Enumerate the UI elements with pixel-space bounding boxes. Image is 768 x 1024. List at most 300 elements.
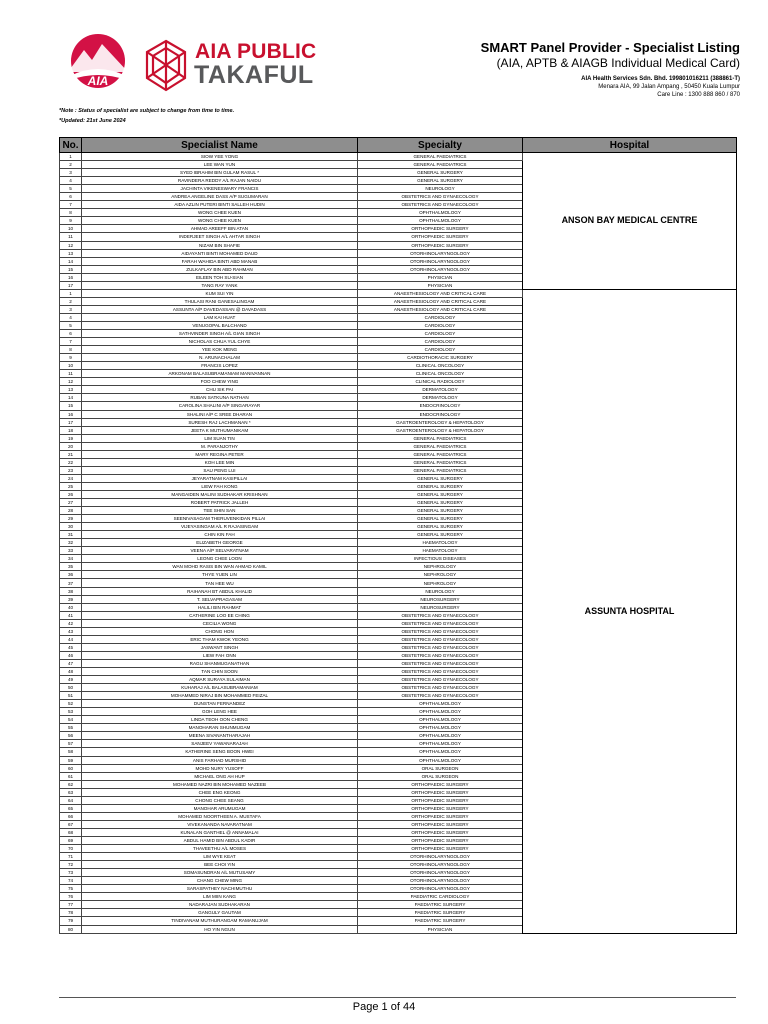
specialty: OBSTETRICS AND GYNAECOLOGY xyxy=(358,193,523,201)
row-number: 65 xyxy=(60,804,82,812)
row-number: 41 xyxy=(60,611,82,619)
row-number: 43 xyxy=(60,627,82,635)
specialty: OBSTETRICS AND GYNAECOLOGY xyxy=(358,611,523,619)
row-number: 3 xyxy=(60,169,82,177)
status-note: *Note : Status of specialist are subject to change from time to time. xyxy=(59,108,235,114)
updated-note: *Updated: 21st June 2024 xyxy=(59,118,126,124)
row-number: 47 xyxy=(60,659,82,667)
document-subtitle: (AIA, APTB & AIAGB Individual Medical Card) xyxy=(496,56,740,70)
row-number: 75 xyxy=(60,885,82,893)
row-number: 77 xyxy=(60,901,82,909)
specialist-name: LIEW FAH KONG xyxy=(82,482,358,490)
specialty: PHYSICIAN xyxy=(358,925,523,933)
row-number: 73 xyxy=(60,869,82,877)
specialty: ORTHOPAEDIC SURGERY xyxy=(358,804,523,812)
row-number: 80 xyxy=(60,925,82,933)
specialty: NEUROSURGERY xyxy=(358,595,523,603)
row-number: 34 xyxy=(60,555,82,563)
specialty: CARDIOLOGY xyxy=(358,313,523,321)
specialist-name: SANJEEV YAWANARAJAH xyxy=(82,740,358,748)
aia-logo xyxy=(62,32,134,90)
specialist-name: CHIN KIN FAH xyxy=(82,531,358,539)
row-number: 9 xyxy=(60,354,82,362)
row-number: 12 xyxy=(60,241,82,249)
specialist-name: AIDA AZLIN PUTERI BINTI SALLEH HUDIN xyxy=(82,201,358,209)
row-number: 8 xyxy=(60,209,82,217)
specialist-name: CHONG CHEE SEANG xyxy=(82,796,358,804)
specialty: PAEDIATRIC SURGERY xyxy=(358,917,523,925)
specialist-name: KUM SUI YIN xyxy=(82,289,358,297)
specialist-name: CATHERINE LOO EE CHING xyxy=(82,611,358,619)
specialty: CARDIOLOGY xyxy=(358,338,523,346)
specialty: OBSTETRICS AND GYNAECOLOGY xyxy=(358,201,523,209)
specialty: HAEMATOLOGY xyxy=(358,547,523,555)
specialty: OBSTETRICS AND GYNAECOLOGY xyxy=(358,651,523,659)
specialty: OBSTETRICS AND GYNAECOLOGY xyxy=(358,668,523,676)
row-number: 1 xyxy=(60,153,82,161)
specialist-name: DUNSTAN FERNANDEZ xyxy=(82,700,358,708)
specialist-name: WONG CHEE KUEN xyxy=(82,217,358,225)
specialist-name: MICHAEL ONG AH HUP xyxy=(82,772,358,780)
row-number: 76 xyxy=(60,893,82,901)
row-number: 37 xyxy=(60,579,82,587)
specialist-name: VENUGOPAL BALCHAND xyxy=(82,321,358,329)
specialist-table xyxy=(59,137,737,934)
specialty: OPHTHALMOLOGY xyxy=(358,748,523,756)
row-number: 49 xyxy=(60,676,82,684)
specialist-name: NICHOLAS CHUA YUL CHYE xyxy=(82,338,358,346)
row-number: 71 xyxy=(60,853,82,861)
row-number: 38 xyxy=(60,587,82,595)
specialty: ENDOCRINOLOGY xyxy=(358,410,523,418)
specialty: CARDIOLOGY xyxy=(358,330,523,338)
specialist-name: TAN CHIN SOON xyxy=(82,668,358,676)
hospital-name: ASSUNTA HOSPITAL xyxy=(523,289,737,933)
specialist-name: MOHAMED NAZRI BIN MOHAMED NAZEEB xyxy=(82,780,358,788)
specialty: OPHTHALMOLOGY xyxy=(358,756,523,764)
row-number: 22 xyxy=(60,458,82,466)
row-number: 4 xyxy=(60,313,82,321)
specialty: ANAESTHESIOLOGY AND CRITICAL CARE xyxy=(358,289,523,297)
specialty: PHYSICIAN xyxy=(358,281,523,289)
specialist-name: THAVEETHU A/L MOSES xyxy=(82,845,358,853)
specialty: ORTHOPAEDIC SURGERY xyxy=(358,233,523,241)
specialty: OPHTHALMOLOGY xyxy=(358,209,523,217)
specialty: OPHTHALMOLOGY xyxy=(358,724,523,732)
specialist-name: NADARAJAN SUDHAKARAN xyxy=(82,901,358,909)
specialty: GENERAL PAEDIATRICS xyxy=(358,434,523,442)
specialist-name: MARY REGINA PETER xyxy=(82,450,358,458)
specialist-name: RUBAN SATKUNA NATHAN xyxy=(82,394,358,402)
specialty: GENERAL SURGERY xyxy=(358,515,523,523)
specialty: OBSTETRICS AND GYNAECOLOGY xyxy=(358,643,523,651)
specialty: GENERAL PAEDIATRICS xyxy=(358,450,523,458)
specialty: PAEDIATRIC CARDIOLOGY xyxy=(358,893,523,901)
specialist-name: KATHERINE SENG BOON HWEI xyxy=(82,748,358,756)
specialty: ORTHOPAEDIC SURGERY xyxy=(358,845,523,853)
specialist-name: MANOHAR ARUMUGAM xyxy=(82,804,358,812)
row-number: 50 xyxy=(60,684,82,692)
row-number: 16 xyxy=(60,410,82,418)
specialty: OPHTHALMOLOGY xyxy=(358,716,523,724)
specialist-name: CHONG HON xyxy=(82,627,358,635)
specialist-name: CHU SIK PAI xyxy=(82,386,358,394)
specialist-name: KUHARAJ A/L BALASUBRAMANIAM xyxy=(82,684,358,692)
row-number: 30 xyxy=(60,523,82,531)
specialty: GENERAL PAEDIATRICS xyxy=(358,442,523,450)
row-number: 19 xyxy=(60,434,82,442)
specialty: ORTHOPAEDIC SURGERY xyxy=(358,788,523,796)
specialist-name: FARAH WAHIDA BINTI ABD MANAB xyxy=(82,257,358,265)
specialist-name: AHMAD AREEFF BIN ATAN xyxy=(82,225,358,233)
specialty: DERMATOLOGY xyxy=(358,394,523,402)
specialty: GENERAL PAEDIATRICS xyxy=(358,153,523,161)
hospital-name: ANSON BAY MEDICAL CENTRE xyxy=(523,153,737,290)
row-number: 72 xyxy=(60,861,82,869)
specialist-name: LIEW FAH ONN xyxy=(82,651,358,659)
specialist-name: FOO CHEW YING xyxy=(82,378,358,386)
specialty: GENERAL SURGERY xyxy=(358,169,523,177)
specialty: NEPHROLOGY xyxy=(358,571,523,579)
specialist-name: HO YIN NGUN xyxy=(82,925,358,933)
row-number: 5 xyxy=(60,185,82,193)
svg-text:AIA: AIA xyxy=(87,74,109,88)
row-number: 79 xyxy=(60,917,82,925)
specialty: GENERAL SURGERY xyxy=(358,499,523,507)
specialist-name: YEE KOK MENG xyxy=(82,346,358,354)
specialist-name: ASSUNTA A/P DAVEDASSAN @ DAVADASS xyxy=(82,305,358,313)
specialty: GASTROENTEROLOGY & HEPATOLOGY xyxy=(358,418,523,426)
specialty: OTORHINOLARYNGOLOGY xyxy=(358,265,523,273)
header-specialist-name: Specialist Name xyxy=(82,138,358,153)
specialty: GASTROENTEROLOGY & HEPATOLOGY xyxy=(358,426,523,434)
specialty: PHYSICIAN xyxy=(358,273,523,281)
document-title: SMART Panel Provider - Specialist Listing xyxy=(480,40,740,55)
specialist-name: FRANCIS LOPEZ xyxy=(82,362,358,370)
specialty: OBSTETRICS AND GYNAECOLOGY xyxy=(358,684,523,692)
specialty: GENERAL SURGERY xyxy=(358,490,523,498)
specialist-name: INDERJEET SINGH A/L AHTAR SINGH xyxy=(82,233,358,241)
company-name: AIA Health Services Sdn. Bhd. 199801016211 (388861-T) xyxy=(581,76,740,82)
row-number: 70 xyxy=(60,845,82,853)
row-number: 14 xyxy=(60,257,82,265)
specialty: OBSTETRICS AND GYNAECOLOGY xyxy=(358,659,523,667)
row-number: 8 xyxy=(60,346,82,354)
specialty: OPHTHALMOLOGY xyxy=(358,740,523,748)
specialist-name: LIM SUAN TIN xyxy=(82,434,358,442)
specialist-name: T. SELVAPRAGASAM xyxy=(82,595,358,603)
specialty: OBSTETRICS AND GYNAECOLOGY xyxy=(358,619,523,627)
row-number: 6 xyxy=(60,193,82,201)
specialty: CLINICAL RADIOLOGY xyxy=(358,378,523,386)
specialty: OPHTHALMOLOGY xyxy=(358,732,523,740)
specialist-name: SOMASUNDRAN A/L MUTUSAMY xyxy=(82,869,358,877)
specialist-name: SHALINI A/P C SREE DHARAN xyxy=(82,410,358,418)
header-no: No. xyxy=(60,138,82,153)
specialist-name: TINDIVANAM MUTHURANGAM RAMANUJAM xyxy=(82,917,358,925)
row-number: 17 xyxy=(60,418,82,426)
row-number: 10 xyxy=(60,225,82,233)
row-number: 78 xyxy=(60,909,82,917)
footer-divider xyxy=(59,997,736,998)
row-number: 17 xyxy=(60,281,82,289)
table-row xyxy=(60,289,737,297)
row-number: 9 xyxy=(60,217,82,225)
specialist-name: AIDAYANTI BINTI MOHAMED DAUD xyxy=(82,249,358,257)
specialty: OPHTHALMOLOGY xyxy=(358,708,523,716)
specialist-name: HALILI BIN RAHMAT xyxy=(82,603,358,611)
specialty: NEPHROLOGY xyxy=(358,563,523,571)
specialist-name: CECILIA WONG xyxy=(82,619,358,627)
specialty: CLINICAL ONCOLOGY xyxy=(358,362,523,370)
row-number: 14 xyxy=(60,394,82,402)
specialist-name: CHEE ENG KEONG xyxy=(82,788,358,796)
specialist-name: GANGULY GAUTAM xyxy=(82,909,358,917)
specialist-name: MEENA SIVANANTHARAJAH xyxy=(82,732,358,740)
specialist-name: CAROLINA SHALINI A/P SINGARAYAR xyxy=(82,402,358,410)
row-number: 24 xyxy=(60,474,82,482)
row-number: 11 xyxy=(60,370,82,378)
specialist-name: SARASPATHEY NACHIMUTHU xyxy=(82,885,358,893)
specialty: HAEMATOLOGY xyxy=(358,539,523,547)
row-number: 61 xyxy=(60,772,82,780)
row-number: 59 xyxy=(60,756,82,764)
specialist-name: VEENA A/P SELVARATNAM xyxy=(82,547,358,555)
row-number: 56 xyxy=(60,732,82,740)
specialist-name: M. PARANJOTHY xyxy=(82,442,358,450)
specialty: OTORHINOLARYNGOLOGY xyxy=(358,257,523,265)
specialty: ANAESTHESIOLOGY AND CRITICAL CARE xyxy=(358,297,523,305)
row-number: 27 xyxy=(60,499,82,507)
specialist-name: RAVINDERA REDDY A/L RAJAN NAIDU xyxy=(82,177,358,185)
row-number: 44 xyxy=(60,635,82,643)
specialty: CARDIOTHORACIC SURGERY xyxy=(358,354,523,362)
row-number: 48 xyxy=(60,668,82,676)
specialist-name: ROBERT PATRICK JALLEH xyxy=(82,499,358,507)
row-number: 63 xyxy=(60,788,82,796)
specialty: ORAL SURGEON xyxy=(358,764,523,772)
specialist-name: TANG RAY YANK xyxy=(82,281,358,289)
specialty: PAEDIATRIC SURGERY xyxy=(358,901,523,909)
specialty: GENERAL PAEDIATRICS xyxy=(358,458,523,466)
specialty: ENDOCRINOLOGY xyxy=(358,402,523,410)
specialty: OBSTETRICS AND GYNAECOLOGY xyxy=(358,676,523,684)
row-number: 20 xyxy=(60,442,82,450)
specialty: GENERAL SURGERY xyxy=(358,474,523,482)
specialist-name: EILEEN TOH SU-SIAN xyxy=(82,273,358,281)
specialist-name: LEONG CHEE LOON xyxy=(82,555,358,563)
specialist-name: TAN HEE WU xyxy=(82,579,358,587)
specialty: ORTHOPAEDIC SURGERY xyxy=(358,812,523,820)
specialty: OTORHINOLARYNGOLOGY xyxy=(358,249,523,257)
row-number: 10 xyxy=(60,362,82,370)
row-number: 23 xyxy=(60,466,82,474)
specialty: OTORHINOLARYNGOLOGY xyxy=(358,861,523,869)
table-header-row xyxy=(60,138,737,153)
specialist-name: THULASI RANI GANESALINGAM xyxy=(82,297,358,305)
specialist-name: MOHAMMED NIRAJ BIN MOHAMMED FEIZAL xyxy=(82,692,358,700)
specialty: ORTHOPAEDIC SURGERY xyxy=(358,241,523,249)
specialist-name: WONG CHEE KUEN xyxy=(82,209,358,217)
row-number: 7 xyxy=(60,201,82,209)
document-header xyxy=(481,40,740,98)
specialist-name: JACHINTA VIKENESWARY FRANCIS xyxy=(82,185,358,193)
specialist-name: VIJEYASINGAM A/L R RAJASINGAM xyxy=(82,523,358,531)
specialist-name: TEE SHIN SAN xyxy=(82,507,358,515)
row-number: 54 xyxy=(60,716,82,724)
specialist-name: BEE CHOI YIN xyxy=(82,861,358,869)
specialty: OBSTETRICS AND GYNAECOLOGY xyxy=(358,627,523,635)
row-number: 68 xyxy=(60,828,82,836)
specialist-name: JEYARATNAM KASIPILLAI xyxy=(82,474,358,482)
specialist-name: MANGAIDEN MALINI SUDHAKAR KRISHNAN xyxy=(82,490,358,498)
row-number: 2 xyxy=(60,297,82,305)
specialist-name: GOH LENG HEE xyxy=(82,708,358,716)
header-hospital: Hospital xyxy=(523,138,737,153)
specialist-name: LIM MIIN KANG xyxy=(82,893,358,901)
specialist-name: LIM WYE KEAT xyxy=(82,853,358,861)
specialty: ORAL SURGEON xyxy=(358,772,523,780)
specialist-name: SYED IBRAHIM BIN GULAM RASUL * xyxy=(82,169,358,177)
row-number: 32 xyxy=(60,539,82,547)
specialty: ORTHOPAEDIC SURGERY xyxy=(358,828,523,836)
specialist-name: SURESH RAJ LACHMANAN * xyxy=(82,418,358,426)
row-number: 62 xyxy=(60,780,82,788)
row-number: 45 xyxy=(60,643,82,651)
care-line: Care Line : 1300 888 860 / 870 xyxy=(657,92,740,98)
specialist-name: SAU PENG LUI xyxy=(82,466,358,474)
specialist-name: JEETA K MUTHUMANIKAM xyxy=(82,426,358,434)
specialist-name: MOHD NURY YUSOFF xyxy=(82,764,358,772)
row-number: 46 xyxy=(60,651,82,659)
specialist-name: RAGU SHANMUGANATHAN xyxy=(82,659,358,667)
specialty: OTORHINOLARYNGOLOGY xyxy=(358,877,523,885)
row-number: 12 xyxy=(60,378,82,386)
row-number: 36 xyxy=(60,571,82,579)
row-number: 21 xyxy=(60,450,82,458)
specialty: INFECTIOUS DISEASES xyxy=(358,555,523,563)
brand-name-top: AIA PUBLIC xyxy=(195,40,317,63)
row-number: 29 xyxy=(60,515,82,523)
specialty: PAEDIATRIC SURGERY xyxy=(358,909,523,917)
specialty: OTORHINOLARYNGOLOGY xyxy=(358,869,523,877)
takaful-logo-mark xyxy=(143,38,189,94)
specialist-name: JASWANT SINGH xyxy=(82,643,358,651)
row-number: 60 xyxy=(60,764,82,772)
row-number: 13 xyxy=(60,386,82,394)
specialty: CARDIOLOGY xyxy=(358,346,523,354)
specialist-name: CHANG CHEW MING xyxy=(82,877,358,885)
specialty: GENERAL PAEDIATRICS xyxy=(358,161,523,169)
row-number: 53 xyxy=(60,708,82,716)
row-number: 2 xyxy=(60,161,82,169)
row-number: 33 xyxy=(60,547,82,555)
row-number: 4 xyxy=(60,177,82,185)
specialty: GENERAL PAEDIATRICS xyxy=(358,466,523,474)
row-number: 7 xyxy=(60,338,82,346)
specialty: CARDIOLOGY xyxy=(358,321,523,329)
specialty: ORTHOPAEDIC SURGERY xyxy=(358,836,523,844)
specialty: ORTHOPAEDIC SURGERY xyxy=(358,796,523,804)
specialist-name: ZULKAFLAY BIN ABD RAHMAN xyxy=(82,265,358,273)
row-number: 57 xyxy=(60,740,82,748)
row-number: 11 xyxy=(60,233,82,241)
row-number: 13 xyxy=(60,249,82,257)
brand-name-bottom: TAKAFUL xyxy=(194,61,314,89)
company-address: Menara AIA, 99 Jalan Ampang , 50450 Kuala Lumpur xyxy=(598,84,740,90)
specialist-name: VIVEKANANDA NAVARATNAM xyxy=(82,820,358,828)
specialty: GENERAL SURGERY xyxy=(358,531,523,539)
specialist-name: SATHVINDER SINGH A/L GIAN SINGH xyxy=(82,330,358,338)
row-number: 66 xyxy=(60,812,82,820)
specialist-name: ARKONAM BALASUBRAMANIAM MANIVANNAN xyxy=(82,370,358,378)
specialty: NEPHROLOGY xyxy=(358,579,523,587)
specialty: GENERAL SURGERY xyxy=(358,523,523,531)
specialist-name: RAIHANAH BT ABDUL KHALID xyxy=(82,587,358,595)
specialty: OPHTHALMOLOGY xyxy=(358,700,523,708)
specialist-name: LEE WAN YUN xyxy=(82,161,358,169)
specialty: GENERAL SURGERY xyxy=(358,507,523,515)
specialist-name: SEENIVASAGAM THERUVENKIDAN PILLAI xyxy=(82,515,358,523)
specialist-name: ELIZABETH GEORGE xyxy=(82,539,358,547)
specialist-name: ANIS FARHAD MURSHID xyxy=(82,756,358,764)
row-number: 40 xyxy=(60,603,82,611)
notes xyxy=(59,108,234,128)
specialist-name: ERIC THAM KWOK YEONG xyxy=(82,635,358,643)
row-number: 55 xyxy=(60,724,82,732)
row-number: 18 xyxy=(60,426,82,434)
row-number: 58 xyxy=(60,748,82,756)
row-number: 69 xyxy=(60,836,82,844)
table-body xyxy=(60,153,737,934)
specialty: OBSTETRICS AND GYNAECOLOGY xyxy=(358,692,523,700)
specialty: ORTHOPAEDIC SURGERY xyxy=(358,225,523,233)
row-number: 51 xyxy=(60,692,82,700)
specialist-name: SIOW YEE YONG xyxy=(82,153,358,161)
specialist-name: THYE YUEN LIN xyxy=(82,571,358,579)
row-number: 16 xyxy=(60,273,82,281)
specialty: CLINICAL ONCOLOGY xyxy=(358,370,523,378)
row-number: 3 xyxy=(60,305,82,313)
specialist-name: MOHAMED NOORTHEEN A. MUSTAFA xyxy=(82,812,358,820)
row-number: 42 xyxy=(60,619,82,627)
row-number: 25 xyxy=(60,482,82,490)
row-number: 15 xyxy=(60,402,82,410)
row-number: 1 xyxy=(60,289,82,297)
specialty: GENERAL SURGERY xyxy=(358,177,523,185)
specialty: NEUROLOGY xyxy=(358,185,523,193)
specialty: ANAESTHESIOLOGY AND CRITICAL CARE xyxy=(358,305,523,313)
specialist-name: NIZAM BIN SHAFIE xyxy=(82,241,358,249)
specialist-name: KOH LEE MIN xyxy=(82,458,358,466)
specialist-name: MANOHARAN SHUNMUGAM xyxy=(82,724,358,732)
specialty: OBSTETRICS AND GYNAECOLOGY xyxy=(358,635,523,643)
row-number: 64 xyxy=(60,796,82,804)
row-number: 6 xyxy=(60,330,82,338)
row-number: 31 xyxy=(60,531,82,539)
row-number: 28 xyxy=(60,507,82,515)
row-number: 15 xyxy=(60,265,82,273)
specialist-name: ABDUL HAMID BIN ABDUL KADIR xyxy=(82,836,358,844)
row-number: 39 xyxy=(60,595,82,603)
row-number: 74 xyxy=(60,877,82,885)
row-number: 5 xyxy=(60,321,82,329)
row-number: 67 xyxy=(60,820,82,828)
specialist-name: AQMAR SURAYA SULAIMAN xyxy=(82,676,358,684)
specialty: OTORHINOLARYNGOLOGY xyxy=(358,885,523,893)
specialist-name: WAN MOHD RASIS BIN WAN AHMAD KAMIL xyxy=(82,563,358,571)
specialist-name: N. ARUNACHALAM xyxy=(82,354,358,362)
